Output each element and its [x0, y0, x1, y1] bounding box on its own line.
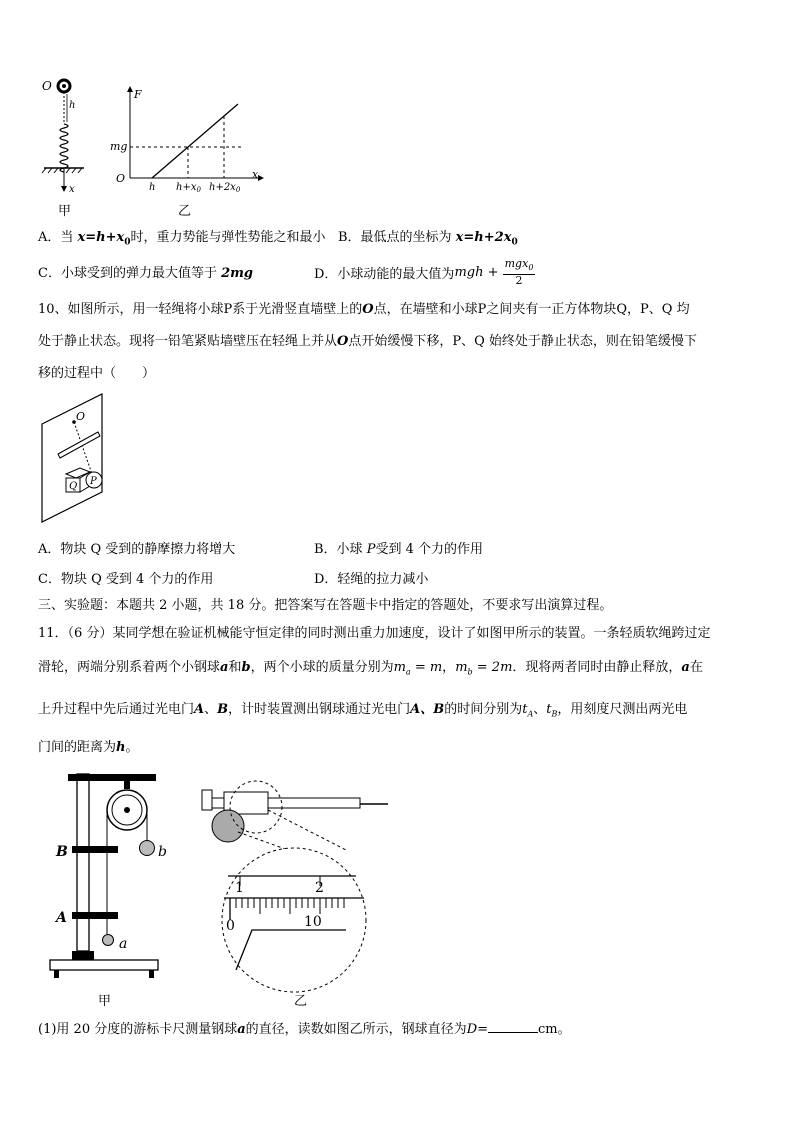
apparatus-b-label: b [158, 844, 167, 860]
graph-F-label: F [134, 88, 142, 101]
q11-line-2a: 滑轮，两端分别系着两个小钢球 [38, 660, 221, 675]
q11-line-3c: 的时间分别为 [444, 702, 523, 717]
q11-line-1: 11．（6 分）某同学想在验证机械能守恒定律的同时测出重力加速度，设计了如图甲所示的装置。一条轻质软绳跨过定 [38, 626, 711, 641]
svg-text:h+2x0 [209, 182, 241, 194]
q11-line-3b: ，计时装置测出钢球通过光电门 [228, 702, 411, 717]
caliper-main-2: 2 [315, 880, 324, 896]
q11-tA: t [522, 702, 528, 717]
q10-line-1a: 10、如图所示，用一轻绳将小球P系于光滑竖直墙壁上的 [38, 302, 363, 317]
q9-option-d-math: mgh + [454, 265, 499, 281]
q10-line-1 [38, 302, 690, 318]
q9-option-d-prefix: D．小球动能的最大值为 [314, 267, 455, 283]
q9-option-b-sub: 0 [511, 237, 518, 248]
q11-mb: m [455, 660, 468, 675]
q9-option-c-math: 2mg [221, 266, 253, 281]
q9-option-d-row [314, 258, 535, 287]
q9-option-c-prefix: C．小球受到的弹力最大值等于 [38, 266, 222, 281]
q10-option-b-b: 受到 4 个力的作用 [375, 542, 483, 557]
q11-sub-1-D: D [466, 1022, 478, 1037]
q9-option-d-num-sub: 0 [528, 263, 534, 273]
q11-sub-1c: = [477, 1022, 489, 1037]
apparatus-A-label: A [56, 910, 67, 926]
q11-ma: m [393, 660, 406, 675]
q11-ma-sub: a [405, 667, 411, 677]
force-displacement-graph [110, 86, 260, 206]
q10-option-b-a: B．小球 [314, 542, 367, 557]
graph-mg-label: mg [110, 140, 128, 153]
graph-x-axis-label: x [252, 168, 259, 181]
q10-option-b-P: P [366, 542, 376, 557]
q11-var-b: b [241, 660, 251, 675]
q10-option-c: C．物块 Q 受到 4 个力的作用 [38, 572, 214, 587]
q10-option-d: D．轻绳的拉力减小 [314, 572, 429, 587]
pulley-apparatus-figure [46, 768, 176, 988]
fig9-x-label: x [69, 184, 75, 195]
q10-line-1-O: O [362, 302, 374, 317]
q10-line-2a: 处于静止状态。现将一铅笔紧贴墙壁压在轻绳上并从 [38, 334, 338, 349]
q10-line-2 [38, 334, 697, 350]
q10-line-2-O: O [337, 334, 349, 349]
wall-ball-figure [40, 392, 140, 527]
fig11-jia-caption: 甲 [98, 994, 112, 1009]
q9-option-d-den: 2 [515, 274, 523, 288]
q11-and: 和 [228, 660, 242, 675]
vernier-caliper-figure [196, 780, 396, 990]
q11-line-3: 上升过程中先后通过光电门A、B，计时装置测出钢球通过光电门A、B的时间分别为$t_A$、$t_B$，用刻度尺测出两光电 [38, 702, 688, 719]
graph-tick-h2x0-sub: 0 [235, 186, 241, 194]
q11-line-2: 滑轮，两端分别系着两个小钢球a和b，两个小球的质量分别为$m_a = m$，$m_b = 2m$．现将两者同时由静止释放，a在 [38, 660, 703, 677]
caliper-main-1: 1 [235, 880, 244, 896]
q11-var-a: a [220, 660, 229, 675]
q11-line-4a: 门间的距离为 [38, 740, 117, 755]
q9-option-b-math: x=h+2x [455, 230, 512, 245]
q11-line-3a: 上升过程中先后通过光电门 [38, 702, 195, 717]
q9-option-a-math: x=h+x [77, 230, 125, 245]
caliper-vernier-0: 0 [226, 918, 235, 934]
answer-blank-diameter[interactable] [488, 1020, 538, 1033]
q9-option-c-row [38, 266, 253, 282]
q9-option-d-fraction [503, 258, 536, 287]
q9-option-a-prefix: A．当 [38, 230, 78, 245]
q11-mb-eq: = 2m [472, 660, 513, 675]
q11-tB-sub: B [551, 709, 558, 719]
q10-line-1b: 点，在墙壁和小球P之间夹有一正方体物块Q，P、Q 均 [373, 302, 690, 317]
q11-line-2c: ．现将两者同时由静止释放， [512, 660, 682, 675]
graph-tick-hx0: h+x [176, 182, 197, 193]
q9-option-b-prefix: B．最低点的坐标为 [337, 230, 456, 245]
wall-fig-P: P [90, 476, 97, 487]
q11-gate-A: A [194, 702, 205, 717]
q11-gates-AB: A、B [410, 702, 445, 717]
q11-line-2b: ，两个小球的质量分别为 [250, 660, 394, 675]
q11-mb-sub: b [467, 667, 473, 677]
q9-option-d-num: mgx [504, 257, 529, 270]
q11-line-4b: 。 [125, 740, 139, 755]
q11-tB: t [546, 702, 552, 717]
q10-option-b [314, 542, 483, 558]
graph-origin-label: O [116, 172, 126, 185]
apparatus-B-label: B [56, 844, 68, 860]
fig11-yi-caption: 乙 [294, 994, 308, 1009]
q11-line-4 [38, 740, 138, 756]
svg-text:h+x0 [176, 182, 201, 194]
q11-gate-B: B [217, 702, 229, 717]
q11-var-h: h [116, 740, 126, 755]
section-3-heading: 三、实验题：本题共 2 小题，共 18 分。把答案写在答题卡中指定的答题处，不要求写出演算过程。 [38, 598, 613, 613]
wall-fig-Q: Q [69, 481, 78, 492]
q10-line-3: 移的过程中（ ） [38, 366, 156, 381]
graph-tick-hx0-sub: 0 [196, 186, 201, 194]
q11-ma-eq: = m [410, 660, 443, 675]
fig9-yi-caption: 乙 [178, 204, 192, 219]
caliper-vernier-10: 10 [304, 914, 322, 930]
q9-option-a-text: 时，重力势能与弹性势能之和最小 [130, 230, 326, 245]
wall-fig-O: O [76, 410, 86, 423]
apparatus-a-label: a [119, 936, 128, 952]
q11-tA-sub: A [527, 709, 534, 719]
q10-line-2b: 点开始缓慢下移，P、Q 始终处于静止状态，则在铅笔缓慢下 [348, 334, 697, 349]
q11-sub-1b: 的直径，读数如图乙所示，钢球直径为 [245, 1022, 467, 1037]
q11-line-2d: 在 [689, 660, 703, 675]
q9-option-a-sub: 0 [124, 237, 131, 248]
q11-sub-1-var: a [237, 1022, 246, 1037]
q9-option-a-row [38, 230, 518, 251]
q11-sub-1 [38, 1020, 571, 1038]
graph-tick-h: h [149, 182, 156, 193]
q11-sub-1-unit: cm。 [538, 1022, 571, 1037]
fig9-jia-caption: 甲 [58, 204, 72, 219]
graph-tick-h2x0: h+2x [209, 182, 236, 193]
q11-sub-1a: (1)用 20 分度的游标卡尺测量钢球 [38, 1022, 238, 1037]
q11-var-a2: a [681, 660, 690, 675]
q10-option-a: A．物块 Q 受到的静摩擦力将增大 [38, 542, 236, 557]
q11-line-3d: ，用刻度尺测出两光电 [557, 702, 688, 717]
fig9-O-label: O [42, 79, 52, 93]
fig9-h-label: h [69, 100, 76, 111]
